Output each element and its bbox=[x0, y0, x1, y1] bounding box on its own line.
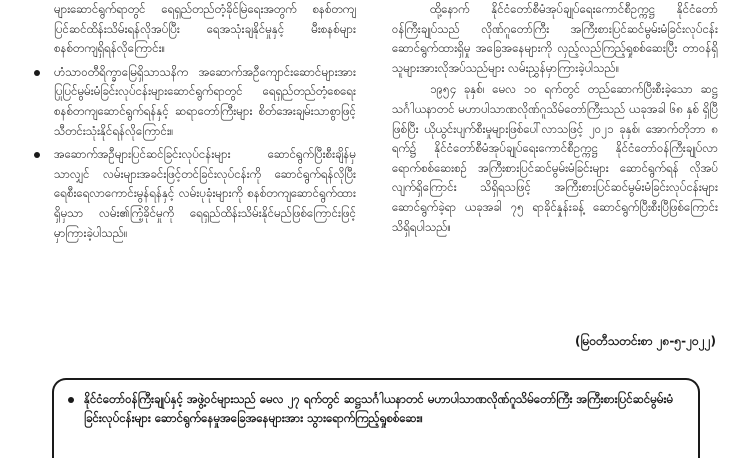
left-continuation-text: များဆောင်ရွက်ရာတွင် ရေရှည်တည်တံ့ခိုင်မြဲရေးအတွက် စနစ်တကျပြင်ဆင်ထိန်းသိမ်းရန်လိုအပ်ပြီး ရေအသုံးချနိုင်မှုနှင့် မီးစနစ်များ စနစ်တကျရှိရန်လိုကြောင်း။ bbox=[54, 2, 356, 56]
bullet-dot-icon bbox=[34, 152, 40, 158]
right-column bbox=[392, 0, 718, 237]
right-paragraph-2: ၁၉၅၄ ခုနှစ်၊ မေလ ၁၀ ရက်တွင် တည်ဆောက်ပြီးစီးခဲ့သော ဆဋ္ဌသင်္ဂါယနာတင် မဟာပါသာဏလိုဏ်ဂူသိမ်တော်ကြီးသည် ယခုအခါ ၆၈ နှစ် ရှိပြီဖြစ်ပြီး ယိုယွင်းပျက်စီးမှုများဖြစ်ပေါ်လာသဖြင့် ၂၀၂၁ ခုနှစ်၊ အောက်တိုဘာ ၈ ရက်၌ နိုင်ငံတော်စီမံအုပ်ချုပ်ရေးကောင်စီဥက္ကဋ္ဌ နိုင်ငံတော်ဝန်ကြီးချုပ်လာရောက်စစ်ဆေးစဉ် အကြီးစားပြင်ဆင်မွမ်းမံခြင်းများ ဆောင်ရွက်ရန် လိုအပ်လျက်ရှိကြောင်း သိရှိရသဖြင့် အကြီးစားပြင်ဆင်မွမ်းမံခြင်းလုပ်ငန်းများဆောင်ရွက်ခဲ့ရာ ယခုအခါ ၇၅ ရာခိုင်နှုန်းခန့် ဆောင်ရွက်ပြီးစီးပြီဖြစ်ကြောင်း သိရှိရပါသည်။ bbox=[392, 82, 718, 234]
left-bullet-2 bbox=[34, 145, 356, 243]
caption-box bbox=[52, 378, 700, 458]
caption-item bbox=[68, 390, 686, 428]
bullet-text: ဟံသာဝတီရိက္ခာမြေရှိသာသနိက အဆောက်အဦကျောင်းဆောင်များအား ပြုပြင်မွမ်းမံခြင်းလုပ်ငန်းများဆောင်ရွက်ရာတွင် ရေရှည်တည်တံ့စေရေး စနစ်တကျဆောင်ရွက်ရန်နှင့် ဆရာတော်ကြီးများ စိတ်အေးချမ်းသာစွာဖြင့် သီတင်းသုံးနိုင်ရန်လိုကြောင်း။ bbox=[54, 64, 356, 138]
bullet-dot-icon bbox=[68, 397, 74, 403]
caption-text: နိုင်ငံတော်ဝန်ကြီးချုပ်နှင့် အဖွဲ့ဝင်များသည် မေလ ၂၇ ရက်တွင် ဆဋ္ဌသင်္ဂါယနာတင် မဟာပါသာဏလိုဏ်ဂူသိမ်တော်ကြီး အကြီးစားပြင်ဆင်မွမ်းမံခြင်းလုပ်ငန်းများ ဆောင်ရွက်နေမှုအခြေအနေများအား သွားရောက်ကြည့်ရှုစစ်ဆေး။ bbox=[84, 392, 674, 425]
source-citation: (မြဝတီသတင်းစာ ၂၈-၅-၂၀၂၂) bbox=[574, 334, 716, 348]
left-column bbox=[34, 0, 356, 243]
bullet-dot-icon bbox=[34, 70, 40, 76]
bullet-text: အဆောက်အဦများပြင်ဆင်ခြင်းလုပ်ငန်းများ ဆောင်ရွက်ပြီးစီးချိန်မှသာလျှင် လမ်းများအခင်းဖြင့်တင်ခြင်းလုပ်ငန်းကို ဆောင်ရွက်ရန်လိုပြီး ရေစီးရေလာကောင်းမွန်ရန်နှင့် လမ်းပုခုံးများကို စနစ်တကျဆောင်ရွက်ထားရှိမှသာ လမ်း၏ကြံ့ခိုင်မှုကို ရေရှည်ထိန်းသိမ်းနိုင်မည်ဖြစ်ကြောင်းဖြင့် မှာကြားခဲ့ပါသည်။ bbox=[54, 147, 356, 240]
right-paragraph-1: ထို့နောက် နိုင်ငံတော်စီမံအုပ်ချုပ်ရေးကောင်စီဥက္ကဋ္ဌ နိုင်ငံတော်ဝန်ကြီးချုပ်သည် လိုဏ်ဂူတော်ကြီး အကြီးစားပြင်ဆင်မွမ်းမံခြင်းလုပ်ငန်းဆောင်ရွက်ထားရှိမှု အခြေအနေများကို လှည့်လည်ကြည့်ရှုစစ်ဆေးပြီး တာဝန်ရှိသူများအားလိုအပ်သည်များ လမ်းညွှန်မှာကြားခဲ့ပါသည်။ bbox=[392, 2, 718, 75]
left-bullet-1 bbox=[34, 63, 356, 141]
